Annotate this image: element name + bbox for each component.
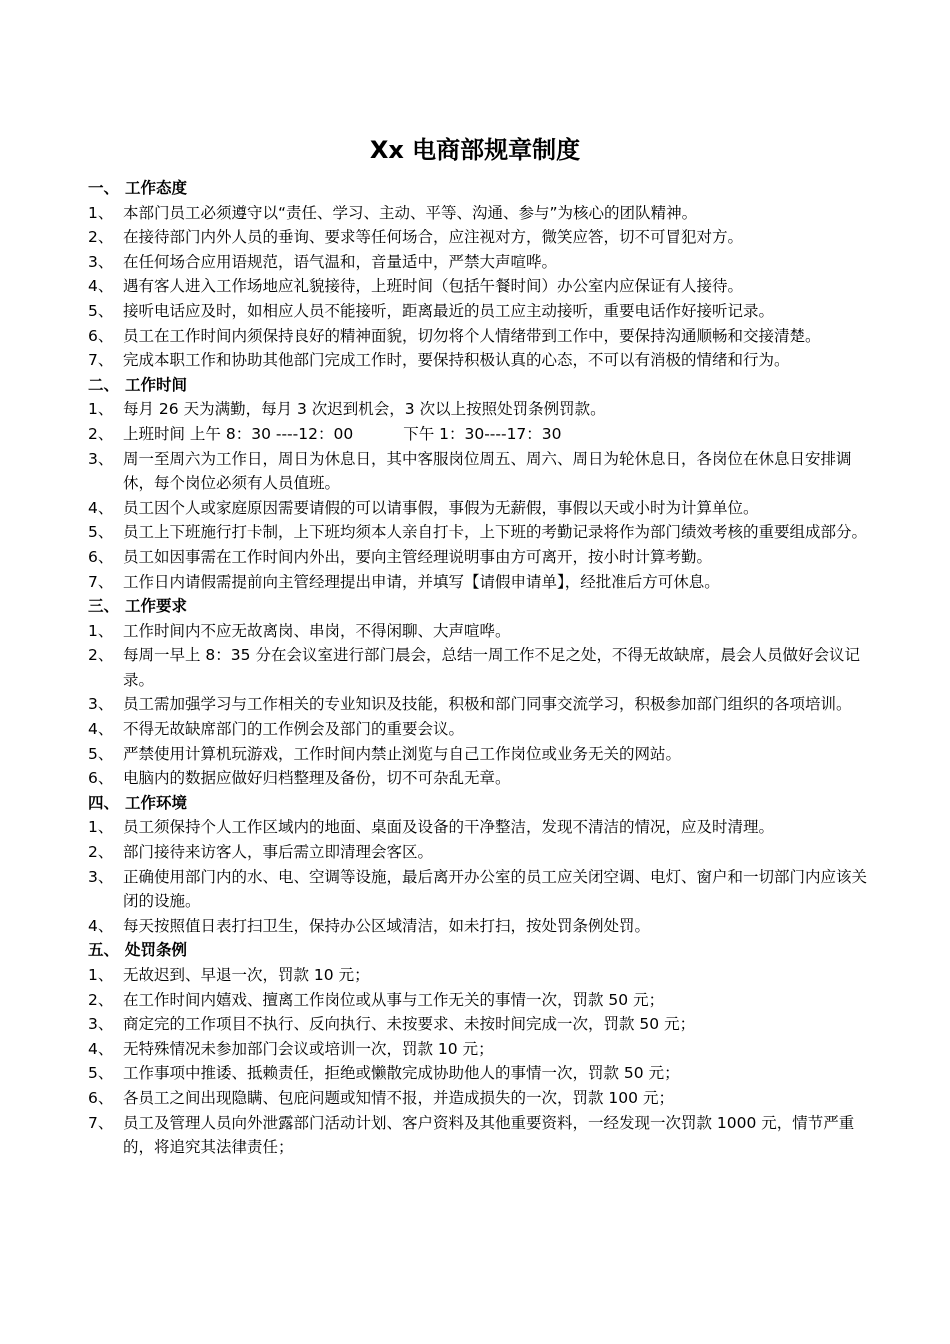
list-item — [88, 570, 872, 595]
item-text: 完成本职工作和协助其他部门完成工作时，要保持积极认真的心态，不可以有消极的情绪和行为。 — [123, 351, 790, 370]
item-text: 每天按照值日表打扫卫生，保持办公区域清洁，如未打扫，按处罚条例处罚。 — [123, 916, 651, 935]
section-title: 工作环境 — [125, 793, 188, 812]
item-text: 在任何场合应用语规范，语气温和，音量适中，严禁大声喧哗。 — [123, 252, 558, 271]
item-text: 不得无故缺席部门的工作例会及部门的重要会议。 — [123, 720, 465, 739]
item-text: 接听电话应及时，如相应人员不能接听，距离最近的员工应主动接听，重要电话作好接听记录。 — [123, 301, 775, 320]
list-item — [88, 815, 872, 840]
item-number: 2、 — [88, 843, 114, 862]
item-text: 电脑内的数据应做好归档整理及备份，切不可杂乱无章。 — [123, 769, 511, 788]
list-item — [88, 299, 872, 324]
section-number: 二、 — [88, 375, 120, 394]
list-item — [88, 963, 872, 988]
item-text: 员工需加强学习与工作相关的专业知识及技能，积极和部门同事交流学习，积极参加部门组织的各项培训。 — [123, 695, 852, 714]
list-item — [88, 447, 872, 496]
list-item — [88, 717, 872, 742]
document-title: Xx 电商部规章制度 — [369, 136, 581, 164]
item-text: 周一至周六为工作日，周日为休息日，其中客服岗位周五、周六、周日为轮休息日，各岗位在休息日安排调休，每个岗位必须有人员值班。 — [123, 449, 852, 493]
item-number: 2、 — [88, 424, 114, 443]
item-text: 员工及管理人员向外泄露部门活动计划、客户资料及其他重要资料，一经发现一次罚款 1000 元，情节严重的，将追究其法律责任； — [123, 1113, 855, 1157]
section-title: 工作时间 — [125, 375, 188, 394]
section-number: 一、 — [88, 179, 120, 197]
item-number: 4、 — [88, 916, 114, 935]
item-text: 员工如因事需在工作时间内外出，要向主管经理说明事由方可离开，按小时计算考勤。 — [123, 547, 713, 566]
document-body — [88, 176, 872, 1160]
item-text: 员工上下班施行打卡制，上下班均须本人亲自打卡，上下班的考勤记录将作为部门绩效考核的重要组成部分。 — [123, 523, 868, 542]
item-text: 无特殊情况未参加部门会议或培训一次，罚款 10 元； — [123, 1039, 494, 1058]
item-text: 工作时间内不应无故离岗、串岗，不得闲聊、大声喧哗。 — [123, 621, 511, 640]
list-item — [88, 422, 872, 447]
item-number: 3、 — [88, 449, 114, 468]
list-item — [88, 1037, 872, 1062]
list-item — [88, 397, 872, 422]
item-number: 2、 — [88, 990, 114, 1009]
item-number: 2、 — [88, 228, 114, 247]
item-number: 2、 — [88, 646, 114, 665]
section-heading — [88, 176, 872, 201]
item-text: 本部门员工必须遵守以“责任、学习、主动、平等、沟通、参与”为核心的团队精神。 — [123, 203, 698, 222]
item-text: 遇有客人进入工作场地应礼貌接待，上班时间（包括午餐时间）办公室内应保证有人接待。 — [123, 277, 744, 296]
item-text: 无故迟到、早退一次，罚款 10 元； — [123, 966, 370, 984]
list-item — [88, 840, 872, 865]
item-text: 工作日内请假需提前向主管经理提出申请，并填写【请假申请单】，经批准后方可休息。 — [123, 572, 720, 591]
list-item — [88, 988, 872, 1013]
item-text: 正确使用部门内的水、电、空调等设施，最后离开办公室的员工应关闭空调、电灯、窗户和一切部门内应该关闭的设施。 — [123, 867, 868, 911]
section-heading — [88, 938, 872, 963]
list-item — [88, 914, 872, 939]
section-heading — [88, 791, 872, 816]
section-number: 四、 — [88, 793, 120, 812]
item-number: 5、 — [88, 301, 114, 320]
item-number: 6、 — [88, 769, 114, 788]
item-text: 每月 26 天为满勤，每月 3 次迟到机会，3 次以上按照处罚条例罚款。 — [123, 400, 606, 419]
list-item — [88, 643, 872, 692]
list-item — [88, 496, 872, 521]
item-text: 上班时间 上午 8：30 ----12：00 — [123, 424, 354, 443]
item-number: 4、 — [88, 498, 114, 517]
item-number: 6、 — [88, 326, 114, 345]
list-item — [88, 1061, 872, 1086]
list-item — [88, 1012, 872, 1037]
list-item — [88, 201, 872, 226]
item-text: 在工作时间内嬉戏、擅离工作岗位或从事与工作无关的事情一次，罚款 50 元； — [123, 990, 665, 1009]
item-number: 3、 — [88, 1015, 114, 1034]
item-number: 3、 — [88, 252, 114, 271]
item-number: 3、 — [88, 695, 114, 714]
item-number: 1、 — [88, 400, 114, 419]
item-text: 各员工之间出现隐瞒、包庇问题或知情不报，并造成损失的一次，罚款 100 元； — [123, 1088, 674, 1107]
item-text: 员工在工作时间内须保持良好的精神面貌，切勿将个人情绪带到工作中，要保持沟通顺畅和交接清楚。 — [123, 326, 821, 345]
item-text: 商定完的工作项目不执行、反向执行、未按要求、未按时间完成一次，罚款 50 元； — [123, 1015, 696, 1034]
item-text: 员工须保持个人工作区域内的地面、桌面及设备的干净整洁，发现不清洁的情况，应及时清理。 — [123, 818, 775, 837]
list-item — [88, 1086, 872, 1111]
item-text: 工作事项中推诿、抵赖责任，拒绝或懒散完成协助他人的事情一次，罚款 50 元； — [123, 1064, 680, 1083]
item-number: 6、 — [88, 1088, 114, 1107]
list-item — [88, 619, 872, 644]
section-title: 处罚条例 — [125, 941, 188, 960]
item-number: 4、 — [88, 1039, 114, 1058]
item-text-afternoon: 下午 1：30----17：30 — [403, 424, 562, 443]
item-number: 7、 — [88, 351, 114, 370]
item-text: 部门接待来访客人，事后需立即清理会客区。 — [123, 843, 434, 862]
list-item — [88, 324, 872, 349]
item-text: 在接待部门内外人员的垂询、要求等任何场合，应注视对方，微笑应答，切不可冒犯对方。 — [123, 228, 744, 247]
item-number: 6、 — [88, 547, 114, 566]
list-item — [88, 766, 872, 791]
item-number: 7、 — [88, 1113, 114, 1132]
item-number: 1、 — [88, 966, 114, 984]
item-number: 5、 — [88, 523, 114, 542]
list-item — [88, 274, 872, 299]
list-item — [88, 692, 872, 717]
section-number: 三、 — [88, 597, 120, 616]
section-heading — [88, 594, 872, 619]
list-item — [88, 520, 872, 545]
list-item — [88, 348, 872, 373]
item-text: 员工因个人或家庭原因需要请假的可以请事假，事假为无薪假，事假以天或小时为计算单位。 — [123, 498, 759, 517]
item-number: 7、 — [88, 572, 114, 591]
item-number: 1、 — [88, 203, 114, 222]
list-item — [88, 865, 872, 914]
list-item — [88, 742, 872, 767]
item-number: 5、 — [88, 744, 114, 763]
item-number: 5、 — [88, 1064, 114, 1083]
section-title: 工作要求 — [125, 597, 188, 616]
section-heading — [88, 373, 872, 398]
item-text: 严禁使用计算机玩游戏，工作时间内禁止浏览与自己工作岗位或业务无关的网站。 — [123, 744, 682, 763]
section-number: 五、 — [88, 941, 120, 960]
item-number: 3、 — [88, 867, 114, 886]
item-number: 1、 — [88, 818, 114, 837]
item-number: 4、 — [88, 277, 114, 296]
item-number: 1、 — [88, 621, 114, 640]
list-item — [88, 225, 872, 250]
section-title: 工作态度 — [125, 179, 188, 197]
item-number: 4、 — [88, 720, 114, 739]
list-item — [88, 545, 872, 570]
list-item — [88, 1111, 872, 1160]
list-item — [88, 250, 872, 275]
item-text: 每周一早上 8：35 分在会议室进行部门晨会，总结一周工作不足之处，不得无故缺席，晨会人员做好会议记录。 — [123, 646, 860, 689]
